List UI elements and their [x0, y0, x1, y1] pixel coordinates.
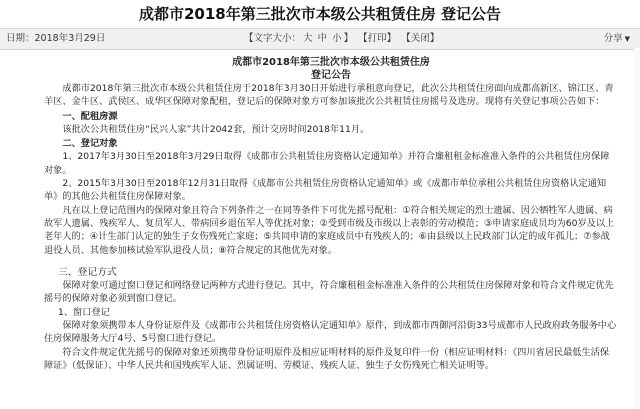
section1-text: 该批次公共租赁住房“民兴人家”共计2042套，预计交房时间2018年11月。	[62, 123, 370, 135]
section2-item1: 1、2017年3月30日至2018年3月29日取得《成都市公共租赁住房资格认定通知单》并符合廉租租金标准准入条件的公共租赁住房保障对象。	[44, 151, 610, 176]
article-title-line2: 登记公告	[311, 70, 351, 81]
section-gap	[44, 257, 618, 266]
font-size-label: 【文字大小：	[244, 33, 302, 44]
date-value: 2018年3月29日	[34, 33, 106, 44]
intro-paragraph: 成都市2018年第三批次市本级公共租赁住房于2018年3月30日开始进行承租意向登记，此次公共租赁住房面向成都高新区、锦江区、青羊区、金牛区、武侯区、成华区保障对象配租，登记后的保障对象方可参加该批次公共租赁住房摇号及选房。现将有关登记事项公告如下：	[44, 83, 614, 108]
print-button[interactable]: 【打印】	[358, 33, 397, 44]
chevron-down-icon: ▼	[624, 35, 630, 43]
article-body	[44, 56, 618, 372]
font-large-button[interactable]: 大	[303, 33, 313, 44]
font-size-close: 】	[343, 33, 354, 44]
publish-date	[6, 29, 105, 49]
date-label: 日期：	[6, 33, 35, 44]
section2-heading: 二、登记对象	[62, 138, 118, 150]
section2-priority: 凡在以上登记范围内的保障对象且符合下列条件之一在同等条件下可优先摇号配租：①符合相关规定的烈士遗属、因公牺牲军人遗属、病故军人遗属、残疾军人、复员军人、带病回乡退伍军人等优抚对象；②受到市级及市级以上表彰的劳动模范；③申请家庭成员均为60岁及以上老年人的；④计生部门认定的独生子女伤残死亡家庭；⑤共同申请的家庭成员中有残疾人的；⑥由县级以上民政部门认定的成年孤儿；⑦参战退役人员、其他参加核试验军队退役人员；⑧符合规定的其他优先对象。	[44, 204, 615, 256]
section3-heading: 三、登记方式	[58, 266, 117, 278]
sub1-heading: 1、窗口登记	[58, 306, 110, 318]
section1-heading: 一、配租房源	[62, 110, 118, 122]
page-title: 成都市2018年第三批次市本级公共租赁住房 登记公告	[139, 5, 501, 23]
share-button[interactable]	[604, 29, 630, 49]
font-small-button[interactable]: 小	[332, 33, 342, 44]
font-medium-button[interactable]: 中	[317, 33, 328, 44]
meta-toolbar	[0, 28, 640, 50]
article-title-line1: 成都市2018年第三批次市本级公共租赁住房	[232, 57, 430, 68]
section3-text: 保障对象可通过窗口登记和网络登记两种方式进行登记。其中，符合廉租租金标准准入条件的公共租赁住房保障对象和符合文件规定优先摇号的保障对象必须到窗口登记。	[44, 280, 614, 305]
text-tools	[244, 29, 441, 49]
section2-item2: 2、2015年3月30日至2018年12月31日取得《成都市公共租赁住房资格认定通知单》或《成都市单位承租公共租赁住房资格认定通知单》的其他公共租赁住房保障对象。	[44, 178, 607, 203]
share-label: 分享	[603, 33, 623, 44]
page-edge	[634, 48, 640, 409]
sub1-priority: 符合文件规定优先摇号的保障对象还须携带身份证明原件及相应证明材料的原件及复印件一份（相应证明材料：《四川省居民最低生活保障证》（低保证）、中华人民共和国残疾军人证、烈属证明、劳模证、残疾人证、独生子女伤残死亡相关证明等。	[44, 346, 610, 371]
sub1-text: 保障对象须携带本人身份证原件及《成都市公共租赁住房资格认定通知单》原件，到成都市西御河沿街33号成都市人民政府政务服务中心住房保障服务大厅4号、5号窗口进行登记。	[44, 320, 617, 345]
close-button[interactable]: 【关闭】	[401, 33, 440, 44]
